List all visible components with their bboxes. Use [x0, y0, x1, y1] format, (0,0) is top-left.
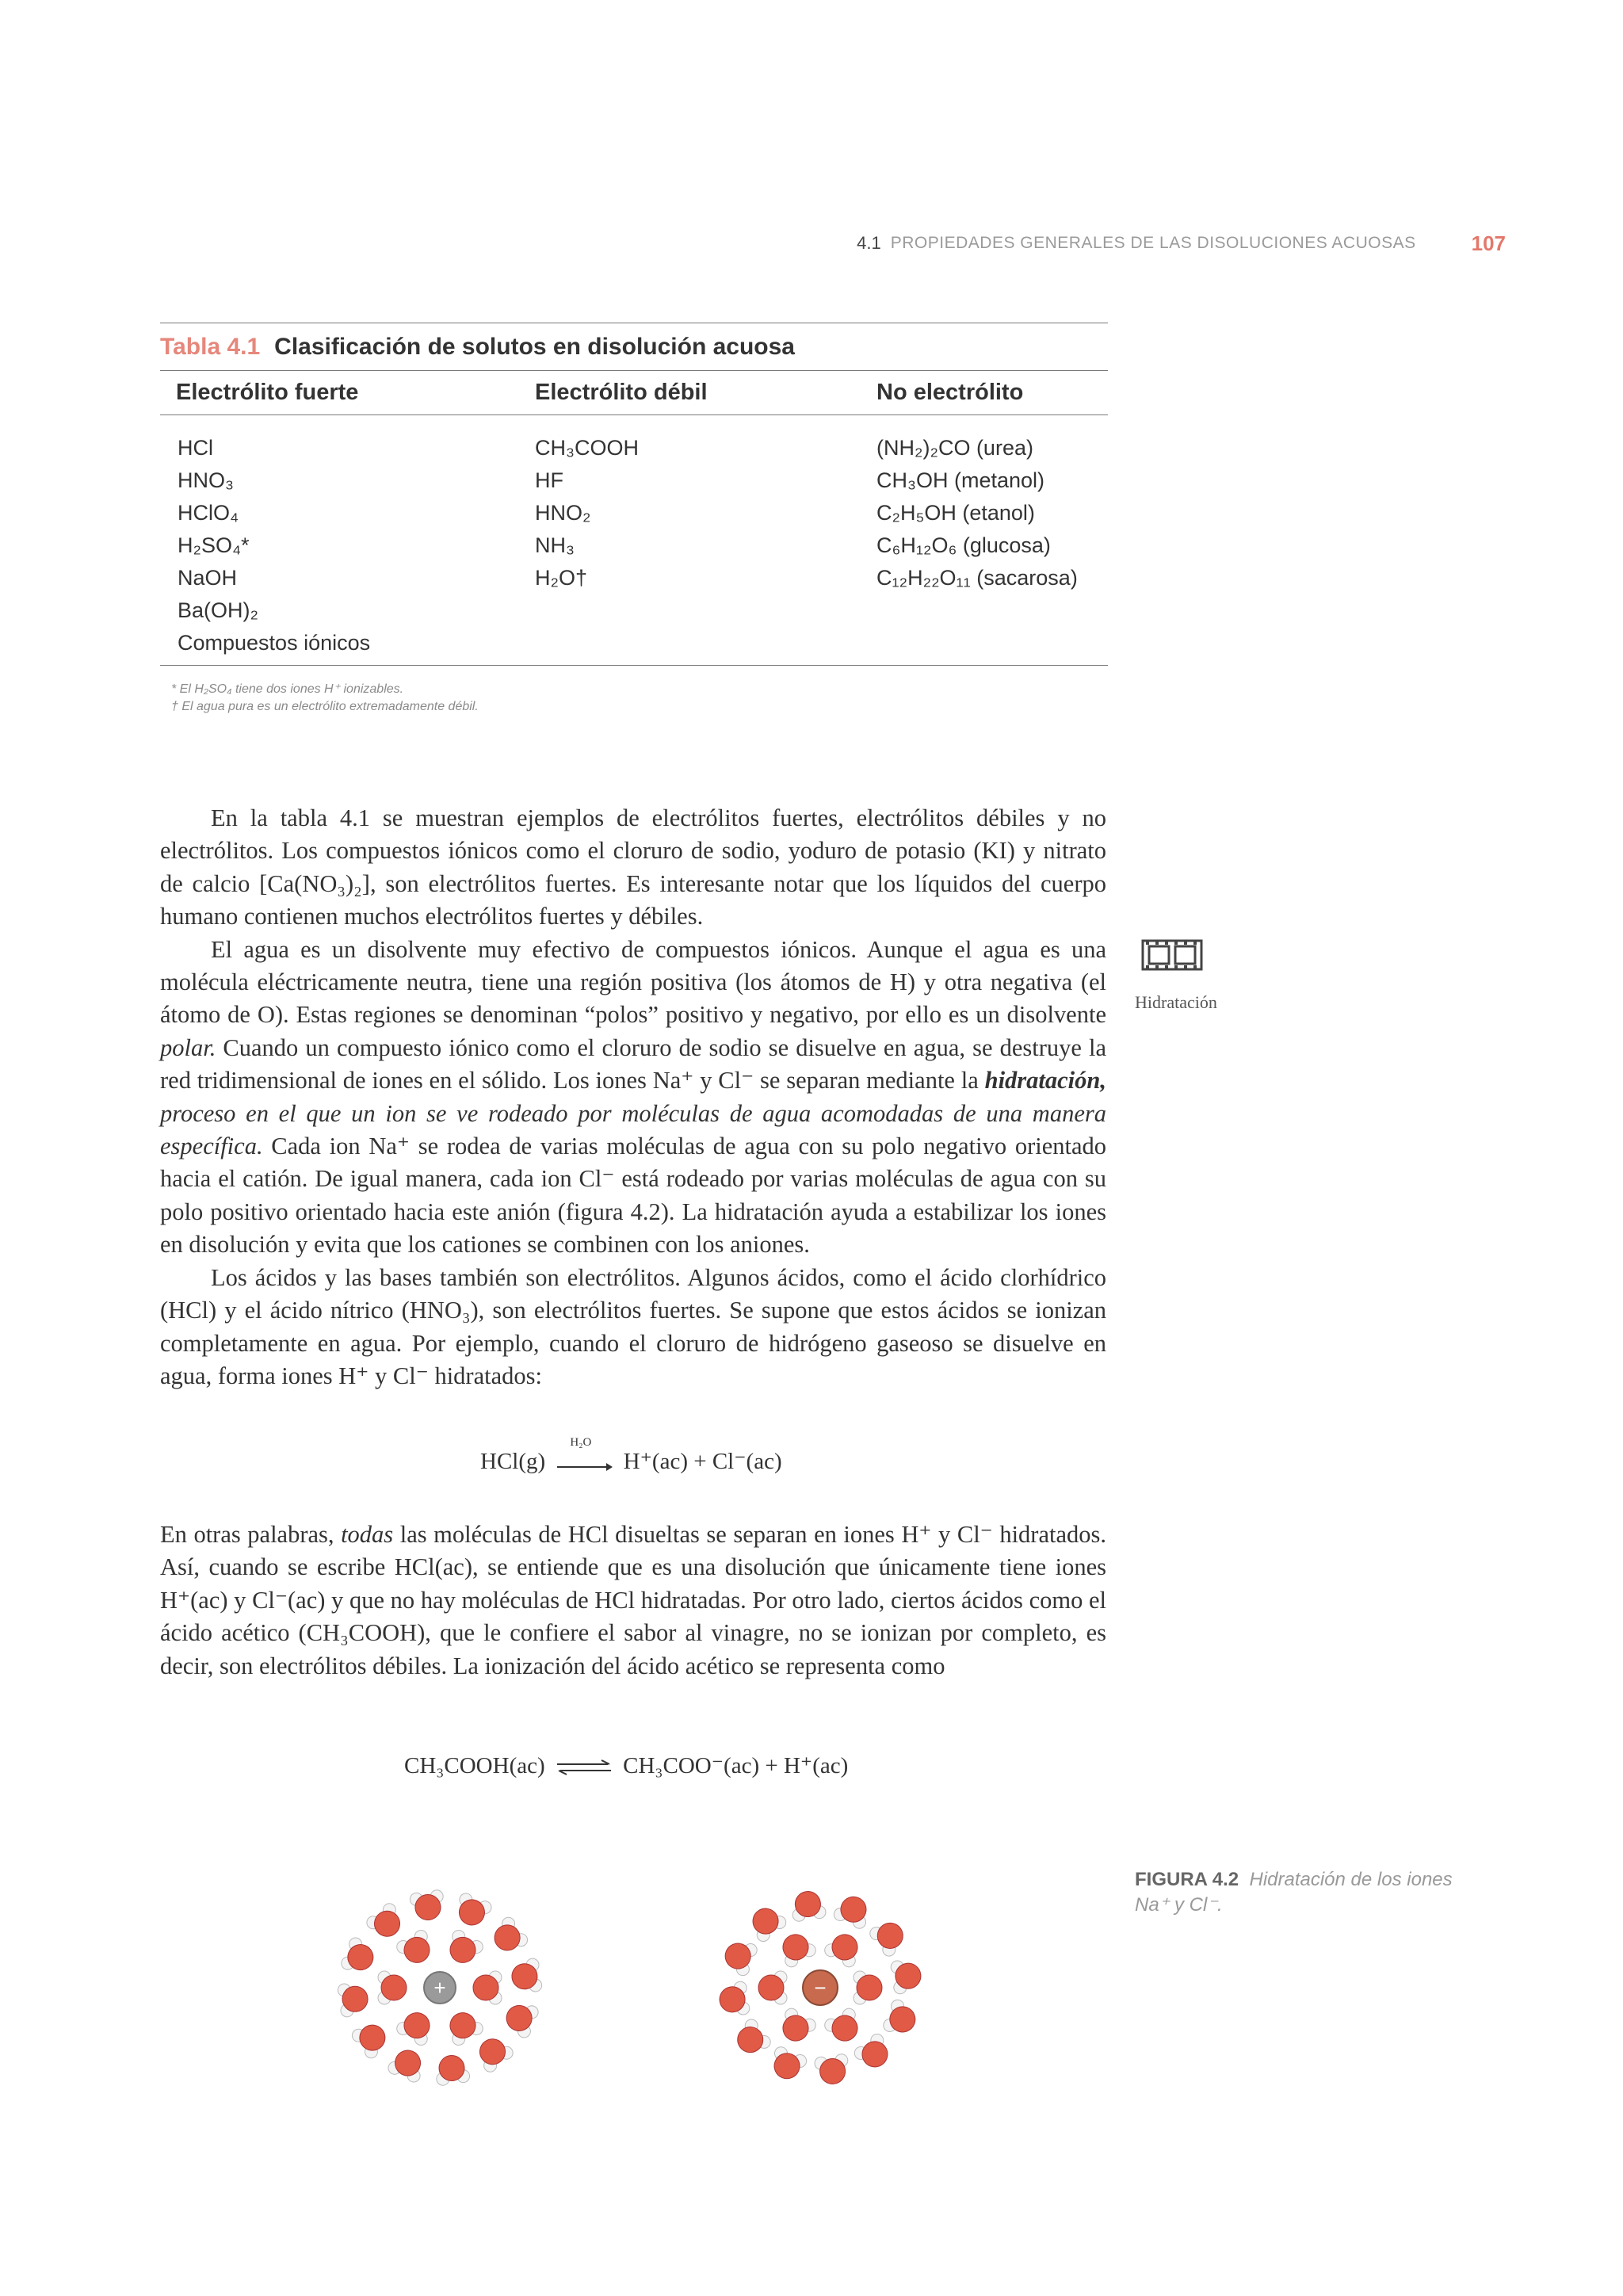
- table-cell: HCl: [178, 436, 213, 460]
- paragraph-text: En otras palabras,: [160, 1521, 342, 1548]
- water-molecule: [745, 1901, 789, 1944]
- term-definition: proceso en el que un ion se ve rodeado por moléculas de agua acomodadas de una manera específica.: [160, 1099, 1106, 1160]
- water-molecule: [890, 1958, 922, 1995]
- water-molecule: [814, 2053, 851, 2086]
- water-molecule: [365, 1901, 408, 1944]
- table-cell: C₂H₅OH (etanol): [876, 501, 1035, 525]
- column-header-strong: Electrólito fuerte: [176, 380, 359, 405]
- table-bottom-rule: [160, 665, 1108, 666]
- page-number: 107: [1471, 231, 1506, 255]
- table-cell: Ba(OH)₂: [178, 598, 258, 622]
- table-cell: CH₃COOH: [535, 436, 639, 460]
- table-cell: HNO₃: [178, 468, 234, 492]
- film-icon[interactable]: [1141, 939, 1203, 971]
- table-footnote: † El agua pura es un electrólito extremadamente débil.: [171, 700, 479, 713]
- paragraph-text: Cada ion Na⁺ se rodea de varias moléculas de agua con su polo negativo orientado hacia el catión. De igual manera, cada ion Cl⁻ está rodeado por varias moléculas de agua con su polo positivo orientado hacia este anión (figura 4.2). La hidratación ayuda a estabilizar los iones en disolución y evita que los cationes se combinen con los aniones.: [160, 1133, 1106, 1259]
- water-molecule: [823, 1928, 865, 1969]
- equation-products: H⁺(ac) + Cl⁻(ac): [623, 1449, 782, 1474]
- table-cell: HNO₂: [535, 501, 591, 525]
- water-molecule: [442, 2006, 485, 2047]
- table-caption: [160, 334, 795, 361]
- equation-hcl: [480, 1436, 782, 1475]
- table-cell: NH₃: [535, 533, 575, 557]
- table-label: Tabla 4.1: [160, 334, 261, 360]
- water-molecule: [387, 2045, 428, 2084]
- column-strong: [178, 432, 370, 659]
- table-cell: C₆H₁₂O₆ (glucosa): [876, 533, 1051, 557]
- table-cell: NaOH: [178, 566, 238, 590]
- column-non: [876, 432, 1078, 594]
- water-molecule: [510, 1958, 542, 1995]
- table-cell: (NH₂)₂CO (urea): [876, 436, 1033, 460]
- water-molecule: [758, 1971, 787, 2004]
- paragraph-text: El agua es un disolvente muy efectivo de compuestos iónicos. Aunque el agua es una molécula eléctricamente neutra, tiene una región positiva (los átomos de H) y otra negativa (el átomo de O). Estas regiones se denominan “polos” positivo y negativo, por ello es un disolvente: [160, 935, 1106, 1029]
- water-molecule: [442, 1928, 485, 1969]
- equilibrium-arrow-icon: [556, 1759, 613, 1776]
- water-molecule: [852, 2031, 896, 2074]
- paragraph-text: las moléculas de HCl disueltas se separan en iones H⁺ y Cl⁻ hidratados. Así, cuando se escribe HCl(ac), se entiende que es una disolución que únicamente tiene iones H⁺(ac) y Cl⁻(ac) y que no hay moléculas de HCl hidratadas. Por otro lado, ciertos ácidos como el ácido acético (CH₃COOH), que le confiere el sabor al vinagre, no se ionizan por completo, es decir, son electrólitos débiles. La ionización del ácido acético se representa como: [160, 1521, 1106, 1679]
- equation-reactant: CH₃COOH(ac): [404, 1753, 545, 1778]
- equation-reactant: HCl(g): [480, 1449, 546, 1474]
- figure-caption: [1135, 1867, 1468, 1918]
- paragraph: [160, 1519, 1106, 1683]
- water-molecule: [881, 1998, 920, 2039]
- water-molecule: [409, 1889, 446, 1922]
- cation-sign: +: [433, 1976, 446, 2000]
- water-molecule: [395, 1928, 437, 1969]
- water-molecule: [832, 1892, 873, 1931]
- paragraph-text: Los ácidos y las bases también son electrólitos. Algunos ácidos, como el ácido clorhídrico (HCl) y el ácido nítrico (HNO₃), son electrólitos fuertes. Se supone que estos ácidos se ionizan completamente en agua. Por ejemplo, cuando el cloruro de hidrógeno gaseoso se disuelve en agua, forma iones H⁺ y Cl⁻ hidratados:: [160, 1263, 1106, 1389]
- table-cell: HClO₄: [178, 501, 239, 525]
- water-molecule: [730, 2017, 773, 2061]
- figure-caption-text: Hidratación de los iones Na⁺ y Cl⁻.: [1135, 1869, 1453, 1916]
- water-molecule: [337, 1981, 369, 2018]
- paragraph: [160, 1262, 1106, 1393]
- paragraph: [160, 802, 1106, 934]
- figure-label: FIGURA 4.2: [1135, 1869, 1239, 1890]
- body-text-1: [160, 802, 1106, 1392]
- table-footnote: * El H₂SO₄ tiene dos iones H⁺ ionizables.: [171, 682, 404, 696]
- water-molecule: [501, 1998, 540, 2039]
- water-molecule: [487, 1915, 530, 1958]
- water-molecule: [823, 2006, 865, 2047]
- paragraph: [160, 934, 1106, 1262]
- table-cell: Compuestos iónicos: [178, 631, 371, 655]
- figure-anion-hydration: [697, 1855, 999, 2092]
- running-header: [848, 227, 1506, 259]
- water-molecule: [349, 2017, 392, 2061]
- water-molecule: [720, 1936, 758, 1977]
- water-molecule: [472, 2031, 515, 2074]
- table-cell: HF: [535, 468, 563, 492]
- anion-sign: −: [814, 1976, 827, 2000]
- body-text-2: [160, 1519, 1106, 1683]
- water-molecule: [868, 1915, 911, 1958]
- table-title: Clasificación de solutos en disolución acuosa: [274, 334, 795, 360]
- paragraph-text: Cuando un compuesto iónico como el cloruro de sodio se disuelve en agua, se destruye la red tridimensional de iones en el sólido. Los iones Na⁺ y Cl⁻ se separan mediante la: [160, 1033, 1106, 1095]
- column-header-non: No electrólito: [876, 380, 1024, 405]
- table-cell: H₂SO₄*: [178, 533, 250, 557]
- column-header-weak: Electrólito débil: [535, 380, 708, 405]
- water-molecule: [854, 1971, 882, 2004]
- water-molecule: [775, 2006, 818, 2047]
- reaction-arrow: [556, 1436, 613, 1471]
- water-molecule: [339, 1936, 378, 1977]
- water-molecule: [473, 1971, 502, 2004]
- water-molecule: [717, 1981, 750, 2018]
- table-cell: CH₃OH (metanol): [876, 468, 1045, 492]
- column-weak: [535, 432, 639, 594]
- equation-acetic: [404, 1752, 848, 1779]
- water-molecule: [789, 1889, 827, 1922]
- table-caption-rule: [160, 370, 1108, 371]
- media-label[interactable]: Hidratación: [1135, 992, 1217, 1012]
- arrow-label: H₂O: [570, 1436, 592, 1450]
- paragraph-text: En la tabla 4.1 se muestran ejemplos de electrólitos fuertes, electrólitos débiles y no electrólitos. Los compuestos iónicos como el cloruro de sodio, yoduro de potasio (KI) y nitrato de calcio [Ca(NO₃)₂], son electrólitos fuertes. Es interesante notar que los líquidos del cuerpo humano contienen muchos electrólitos fuertes y débiles.: [160, 804, 1106, 930]
- water-molecule: [378, 1971, 407, 2004]
- italic-term: polar.: [160, 1033, 216, 1061]
- equation-products: CH₃COO⁻(ac) + H⁺(ac): [623, 1753, 849, 1778]
- arrow-icon: [556, 1459, 613, 1475]
- italic-term: todas: [341, 1521, 394, 1548]
- key-term: hidratación,: [984, 1067, 1106, 1095]
- section-number: 4.1: [857, 233, 881, 253]
- water-molecule: [395, 2006, 437, 2047]
- section-title: PROPIEDADES GENERALES DE LAS DISOLUCIONES ACUOSAS: [890, 234, 1416, 252]
- water-molecule: [767, 2045, 808, 2084]
- water-molecule: [775, 1928, 818, 1969]
- figure-cation-hydration: [317, 1855, 618, 2092]
- table-cell: C₁₂H₂₂O₁₁ (sacarosa): [876, 566, 1078, 590]
- water-molecule: [433, 2053, 471, 2086]
- water-molecule: [452, 1892, 493, 1931]
- table-cell: H₂O†: [535, 566, 587, 590]
